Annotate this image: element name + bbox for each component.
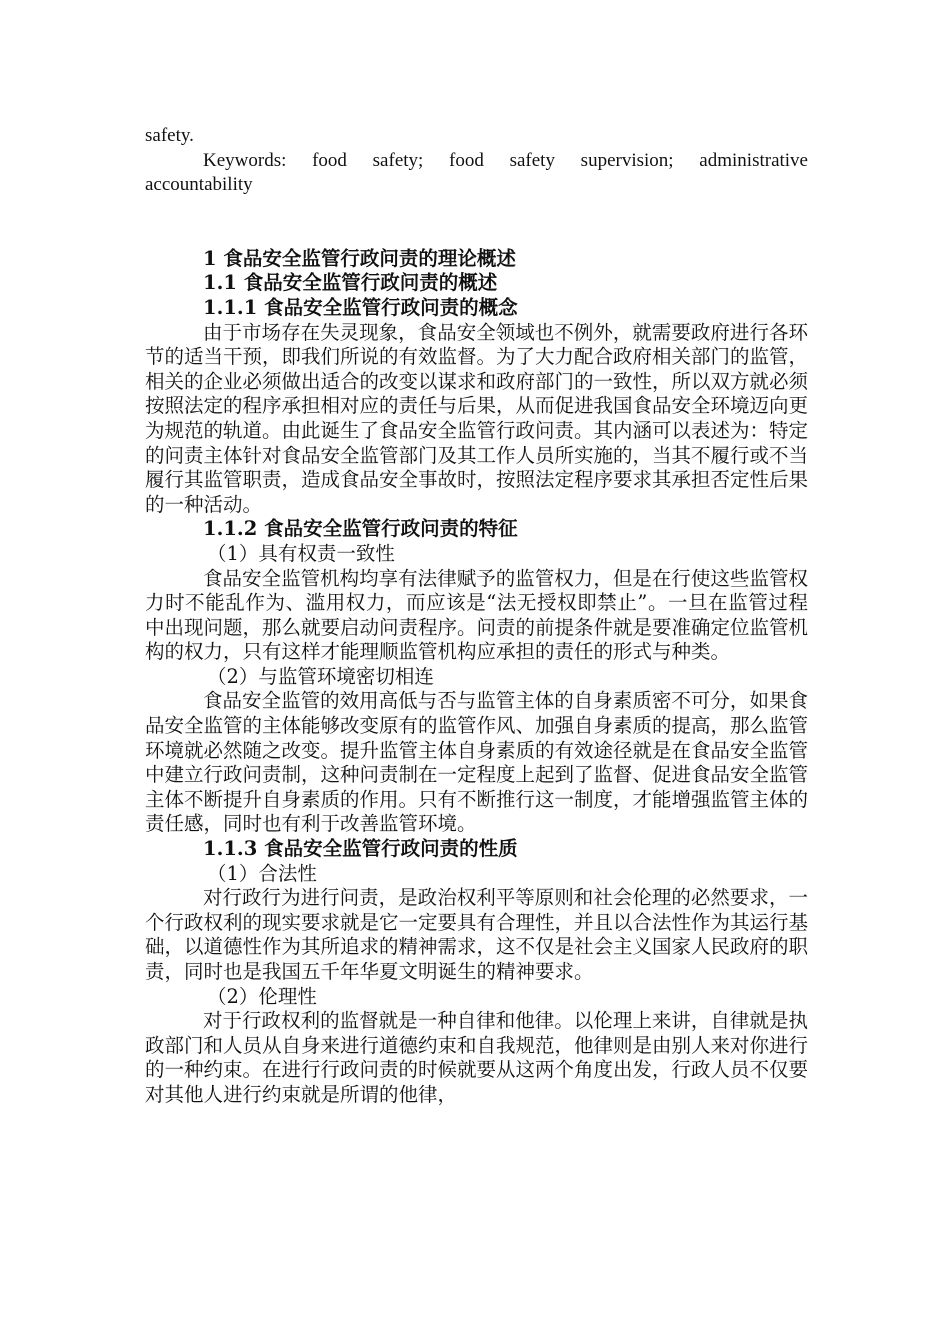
paragraph-feature-2: 食品安全监管的效用高低与否与监管主体的自身素质密不可分，如果食品安全监管的主体能够改变原有的监管作风、加强自身素质的提高，那么监管环境就必然随之改变。提升监管主体自身素质的有效途径就是在食品安全监管中建立行政问责制，这种问责制在一定程度上起到了监督、促进食品安全监管主体不断提升自身素质的作用。只有不断推行这一制度，才能增强监管主体的责任感，同时也有利于改善监管环境。: [145, 689, 809, 836]
heading-1-1-3: 1.1.3 食品安全监管行政问责的性质: [203, 837, 518, 861]
paragraph-nature-2: 对于行政权利的监督就是一种自律和他律。以伦理上来讲，自律就是执政部门和人员从自身来进行道德约束和自我规范，他律则是由别人来对你进行的一种约束。在进行行政问责的时候就要从这两个角度出发，行政人员不仅要对其他人进行约束就是所谓的他律，: [145, 1009, 809, 1106]
nature-2-title: （2）伦理性: [207, 984, 317, 1008]
document-page: [145, 124, 808, 1108]
paragraph-nature-1: 对行政行为进行问责，是政治权利平等原则和社会伦理的必然要求，一个行政权利的现实要求就是它一定要具有合理性，并且以合法性作为其运行基础，以道德性作为其所追求的精神需求，这不仅是社会主义国家人民政府的职责，同时也是我国五千年华夏文明诞生的精神要求。: [145, 886, 809, 983]
feature-1-title: （1）具有权责一致性: [207, 541, 395, 565]
feature-2-title: （2）与监管环境密切相连: [207, 664, 434, 688]
section-spacer: [145, 198, 808, 247]
heading-1-1: 1.1 食品安全监管行政问责的概述: [203, 271, 498, 295]
heading-chapter-1: 1 食品安全监管行政问责的理论概述: [203, 246, 516, 270]
nature-1-title: （1）合法性: [207, 861, 317, 885]
keywords-line: Keywords: food safety; food safety supervision; administrative: [203, 149, 808, 171]
paragraph-feature-1: 食品安全监管机构均享有法律赋予的监管权力，但是在行使这些监管权力时不能乱作为、滥用权力，而应该是“法无授权即禁止”。一旦在监管过程中出现问题，那么就要启动问责程序。问责的前提条件就是要准确定位监管机构的权力，只有这样才能理顺监管机构应承担的责任的形式与种类。: [145, 566, 809, 664]
paragraph-concept: 由于市场存在失灵现象，食品安全领域也不例外，就需要政府进行各环节的适当干预，即我们所说的有效监督。为了大力配合政府相关部门的监管，相关的企业必须做出适合的改变以谋求和政府部门的一致性，所以双方就必须按照法定的程序承担相对应的责任与后果，从而促进我国食品安全环境迈向更为规范的轨道。由此诞生了食品安全监管行政问责。其内涵可以表述为：特定的问责主体针对食品安全监管部门及其工作人员所实施的，当其不履行或不当履行其监管职责，造成食品安全事故时，按照法定程序要求其承担否定性后果的一种活动。: [145, 320, 809, 516]
heading-1-1-1: 1.1.1 食品安全监管行政问责的概念: [203, 295, 518, 319]
keywords-line-continued: accountability: [145, 174, 253, 196]
heading-1-1-2: 1.1.2 食品安全监管行政问责的特征: [203, 517, 518, 541]
abstract-safety-line: safety.: [145, 125, 194, 146]
